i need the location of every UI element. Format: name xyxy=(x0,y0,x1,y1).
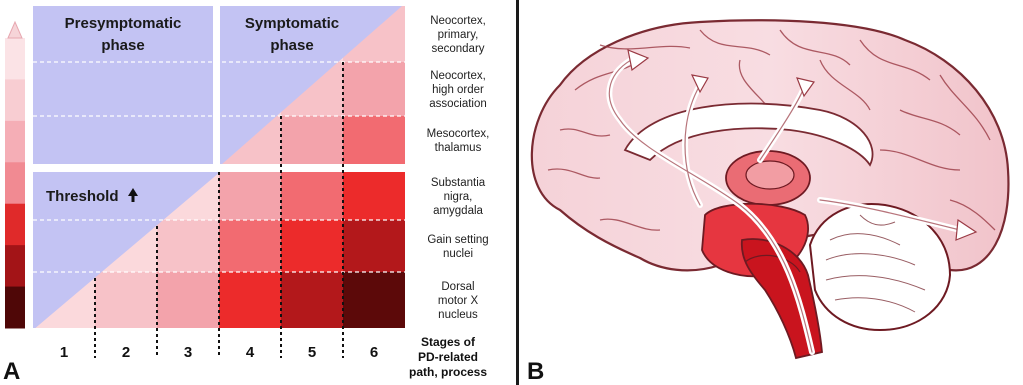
sidebar-segment xyxy=(5,204,25,246)
sidebar-segment xyxy=(5,38,25,80)
grid-cell xyxy=(343,172,406,221)
region-labels xyxy=(427,15,490,321)
grid-cell xyxy=(343,62,406,117)
region-label: motor X xyxy=(437,295,479,307)
region-label: Gain setting xyxy=(427,234,489,246)
panel-b xyxy=(527,20,1008,385)
grid-cell xyxy=(219,172,282,221)
grid-cell xyxy=(219,220,282,273)
region-label: secondary xyxy=(431,43,485,55)
sidebar-arrow-icon xyxy=(8,22,22,38)
thalamus-inner xyxy=(746,161,794,189)
region-label: amygdala xyxy=(433,205,483,217)
stage-number: 3 xyxy=(183,344,193,361)
region-label: primary, xyxy=(437,29,479,41)
region-label: nucleus xyxy=(438,309,478,321)
stage-number: 4 xyxy=(245,344,255,361)
region-label: nigra, xyxy=(443,191,473,203)
phase-divider xyxy=(213,6,220,164)
stages-caption-line2: PD-related xyxy=(417,350,479,364)
region-label: Dorsal xyxy=(441,281,475,293)
stage-number: 2 xyxy=(121,344,131,361)
grid-cell xyxy=(219,272,282,329)
stages-caption-line1: Stages of xyxy=(420,335,476,349)
grid-cell xyxy=(157,272,220,329)
grid-cell xyxy=(343,272,406,329)
symptomatic-title-line1: Symptomatic xyxy=(244,15,340,32)
region-label: association xyxy=(429,98,487,110)
region-label: Mesocortex, xyxy=(426,128,490,140)
region-label: Substantia xyxy=(430,177,486,189)
sidebar-segment xyxy=(5,287,25,329)
region-label: Neocortex, xyxy=(430,15,486,27)
grid-cell xyxy=(281,272,344,329)
region-label: nuclei xyxy=(442,248,474,260)
presymptomatic-title-line2: phase xyxy=(101,37,145,54)
stage-number: 1 xyxy=(59,344,69,361)
grid-cell xyxy=(343,220,406,273)
panel-b-label: B xyxy=(527,358,545,385)
grid-cell xyxy=(281,116,344,165)
stages-caption-line3: path, process xyxy=(408,365,488,379)
severity-sidebar xyxy=(5,38,25,329)
stage-number: 6 xyxy=(369,344,379,361)
sidebar-segment xyxy=(5,162,25,204)
grid-cell xyxy=(343,116,406,165)
threshold-divider xyxy=(33,164,405,172)
panel-divider xyxy=(516,0,519,385)
sidebar-segment xyxy=(5,245,25,287)
panel-a xyxy=(3,6,489,385)
grid-cell xyxy=(157,220,220,273)
threshold-label: Threshold xyxy=(46,188,119,205)
grid-cell xyxy=(95,272,158,329)
region-label: Neocortex, xyxy=(430,70,486,82)
presymptomatic-title-line1: Presymptomatic xyxy=(64,15,182,32)
region-label: thalamus xyxy=(434,142,482,154)
sidebar-segment xyxy=(5,121,25,163)
region-label: high order xyxy=(432,84,484,96)
stage-number: 5 xyxy=(307,344,317,361)
sidebar-segment xyxy=(5,79,25,121)
panel-a-label: A xyxy=(3,358,21,385)
grid-cell xyxy=(281,172,344,221)
symptomatic-title-line2: phase xyxy=(270,37,314,54)
grid-cell xyxy=(281,220,344,273)
